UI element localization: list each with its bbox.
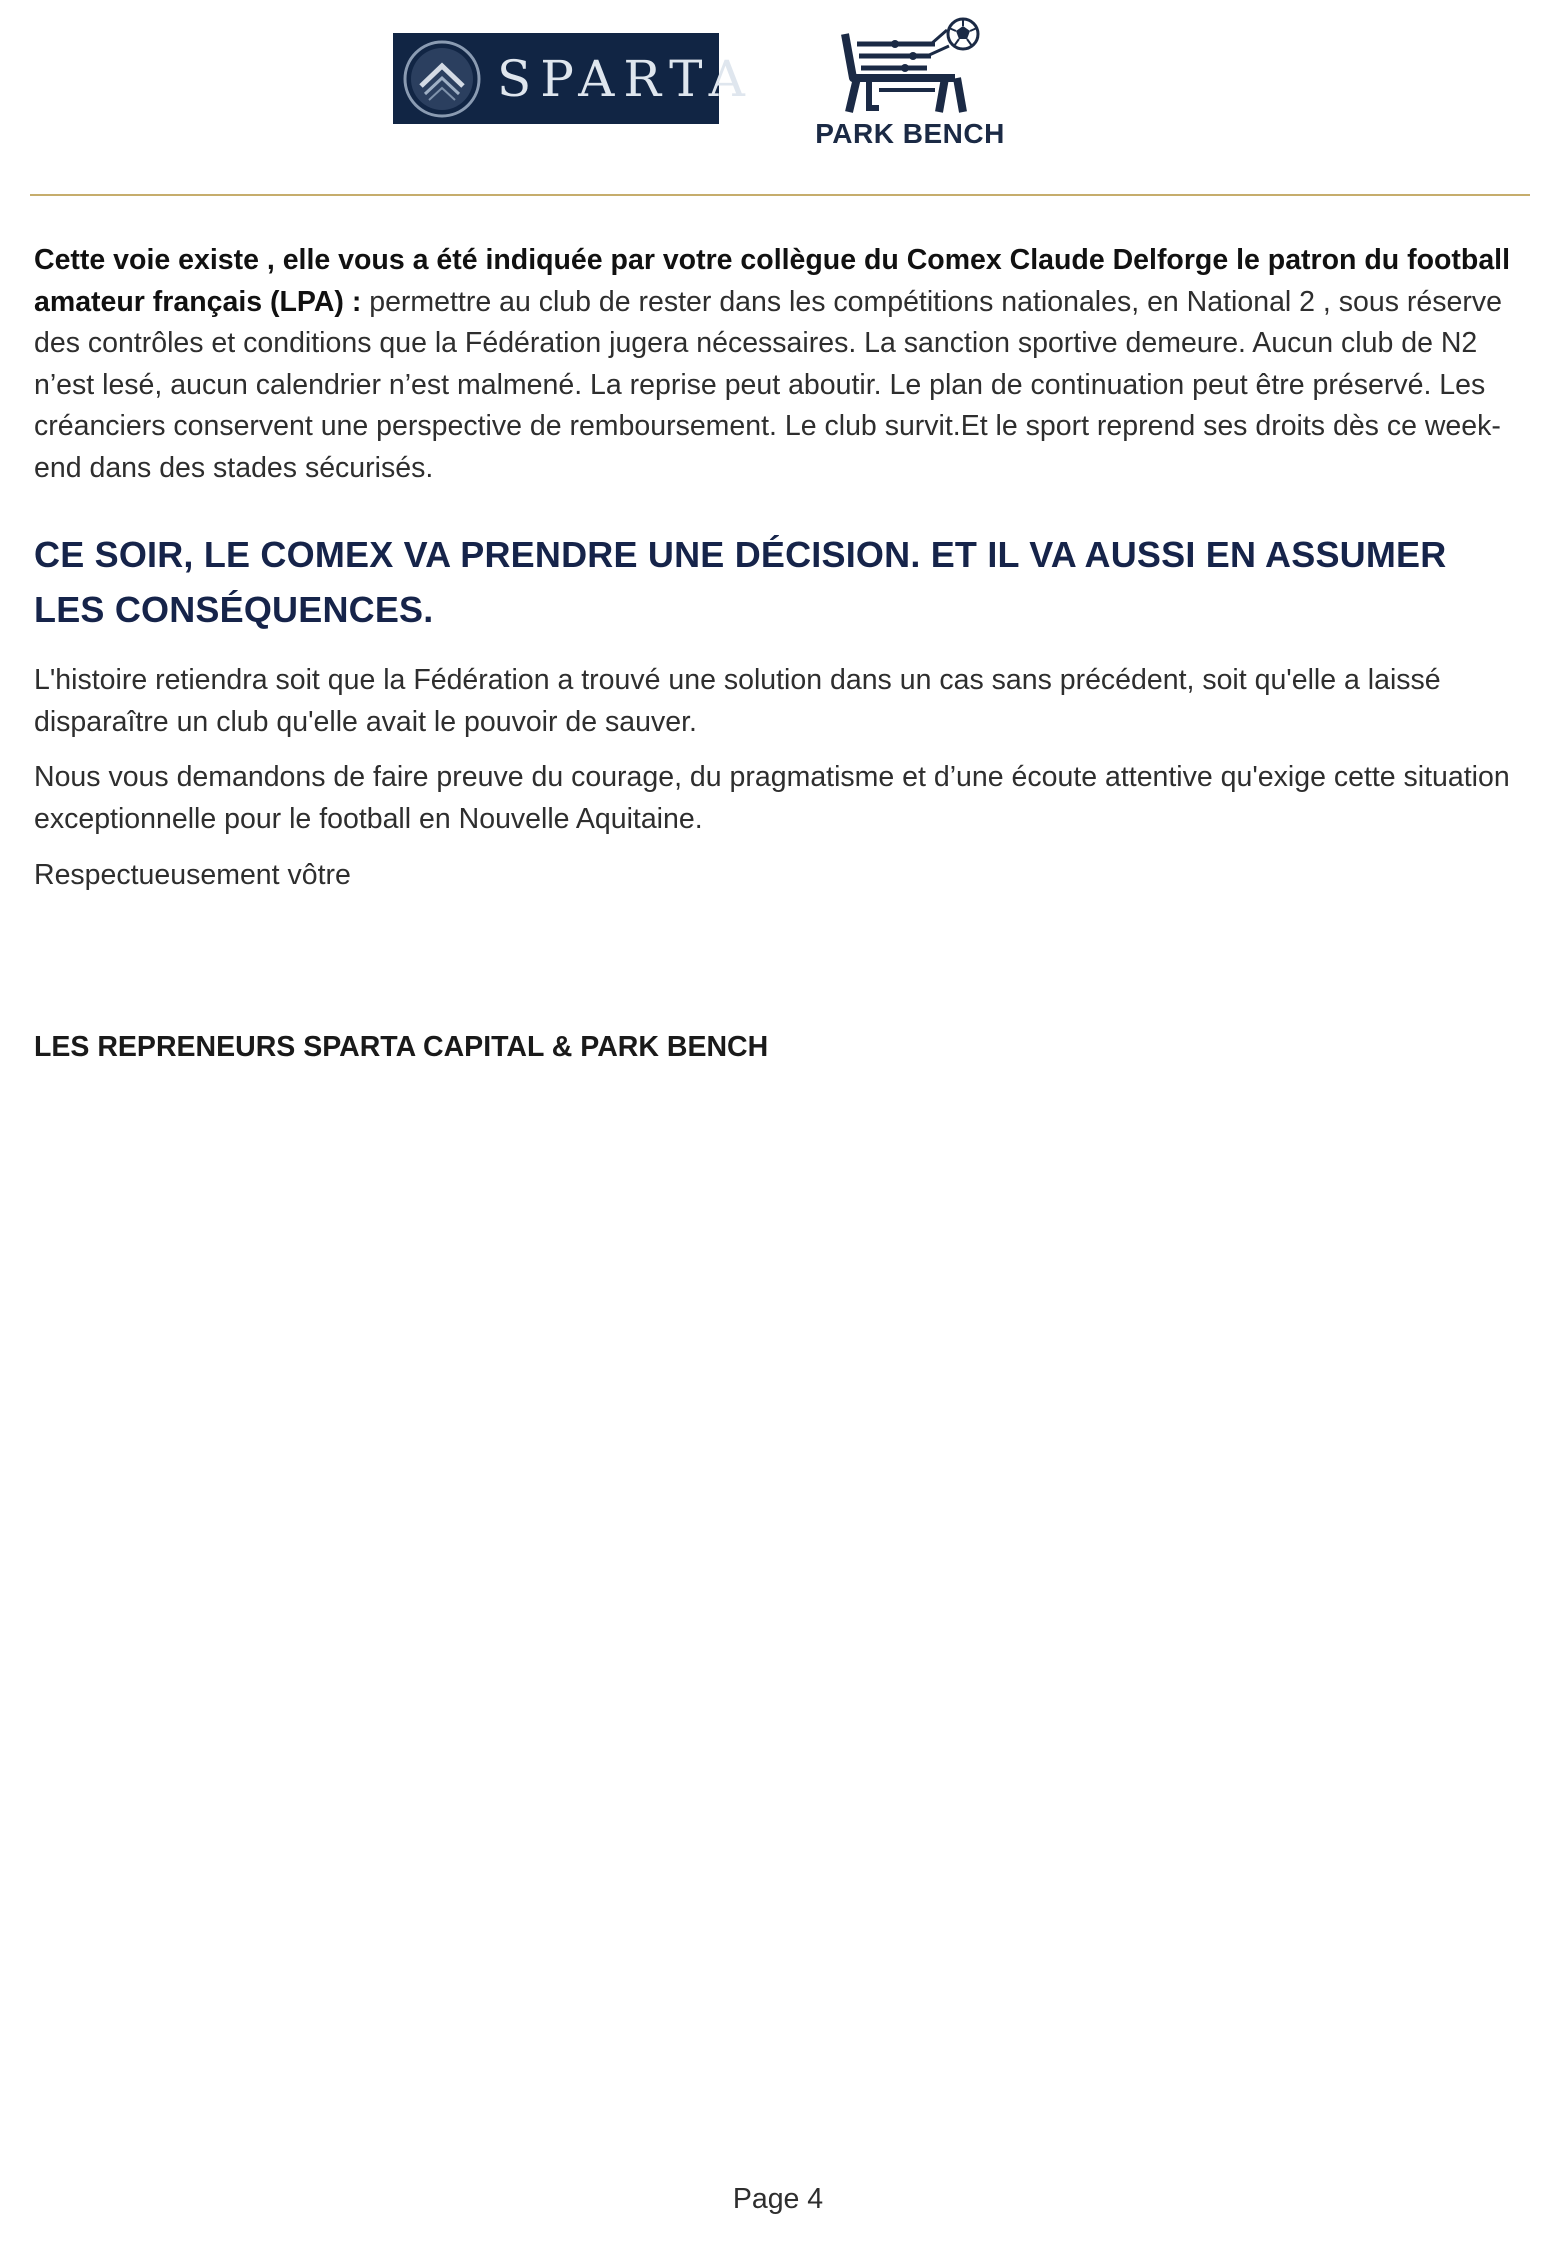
- park-bench-icon: [835, 16, 985, 116]
- header-divider: [30, 194, 1530, 196]
- parkbench-logo-text: PARK BENCH: [815, 118, 1005, 149]
- intro-paragraph: [34, 240, 1524, 489]
- page-number: Page 4: [732, 2183, 824, 2215]
- history-paragraph: L'histoire retiendra soit que la Fédération a trouvé une solution dans un cas sans précédent, soit qu'elle a laissé disparaître un club qu'elle avait le pouvoir de sauver.: [34, 664, 1441, 738]
- signature-line: LES REPRENEURS SPARTA CAPITAL & PARK BENCH: [34, 1031, 769, 1063]
- intro-paragraph-block: [34, 240, 1524, 489]
- parkbench-logo: [795, 16, 1025, 150]
- soccer-ball-icon: [948, 19, 978, 49]
- page-headline: CE SOIR, LE COMEX VA PRENDRE UNE DÉCISION. ET IL VA AUSSI EN ASSUMER LES CONSÉQUENCES.: [34, 534, 1447, 630]
- sparta-emblem-icon: [401, 38, 483, 120]
- sparta-logo: [393, 33, 754, 124]
- letter-header: [0, 0, 1556, 190]
- closing-line: Respectueusement vôtre: [34, 859, 351, 891]
- request-paragraph: Nous vous demandons de faire preuve du courage, du pragmatisme et d’une écoute attentive qu'exige cette situation exceptionnelle pour le football en Nouvelle Aquitaine.: [34, 761, 1510, 835]
- intro-body-text: permettre au club de rester dans les compétitions nationales, en National 2 , sous réserve des contrôles et conditions que la Fédération jugera nécessaires. La sanction sportive demeure. Aucun club de N2 n’est lesé, aucun calendrier n’est malmené. La reprise peut aboutir. Le plan de continuation peut être préservé. Les créanciers conservent une perspective de remboursement. Le club survit.Et le sport reprend ses droits dès ce week-end dans des stades sécurisés.: [34, 285, 1502, 484]
- sparta-logo-text: SPARTA: [497, 49, 754, 108]
- intro-bold-text: Cette voie existe , elle vous a été indiquée par votre collègue du Comex Claude Delforge le patron du football amateur français (LPA) :: [34, 244, 1511, 318]
